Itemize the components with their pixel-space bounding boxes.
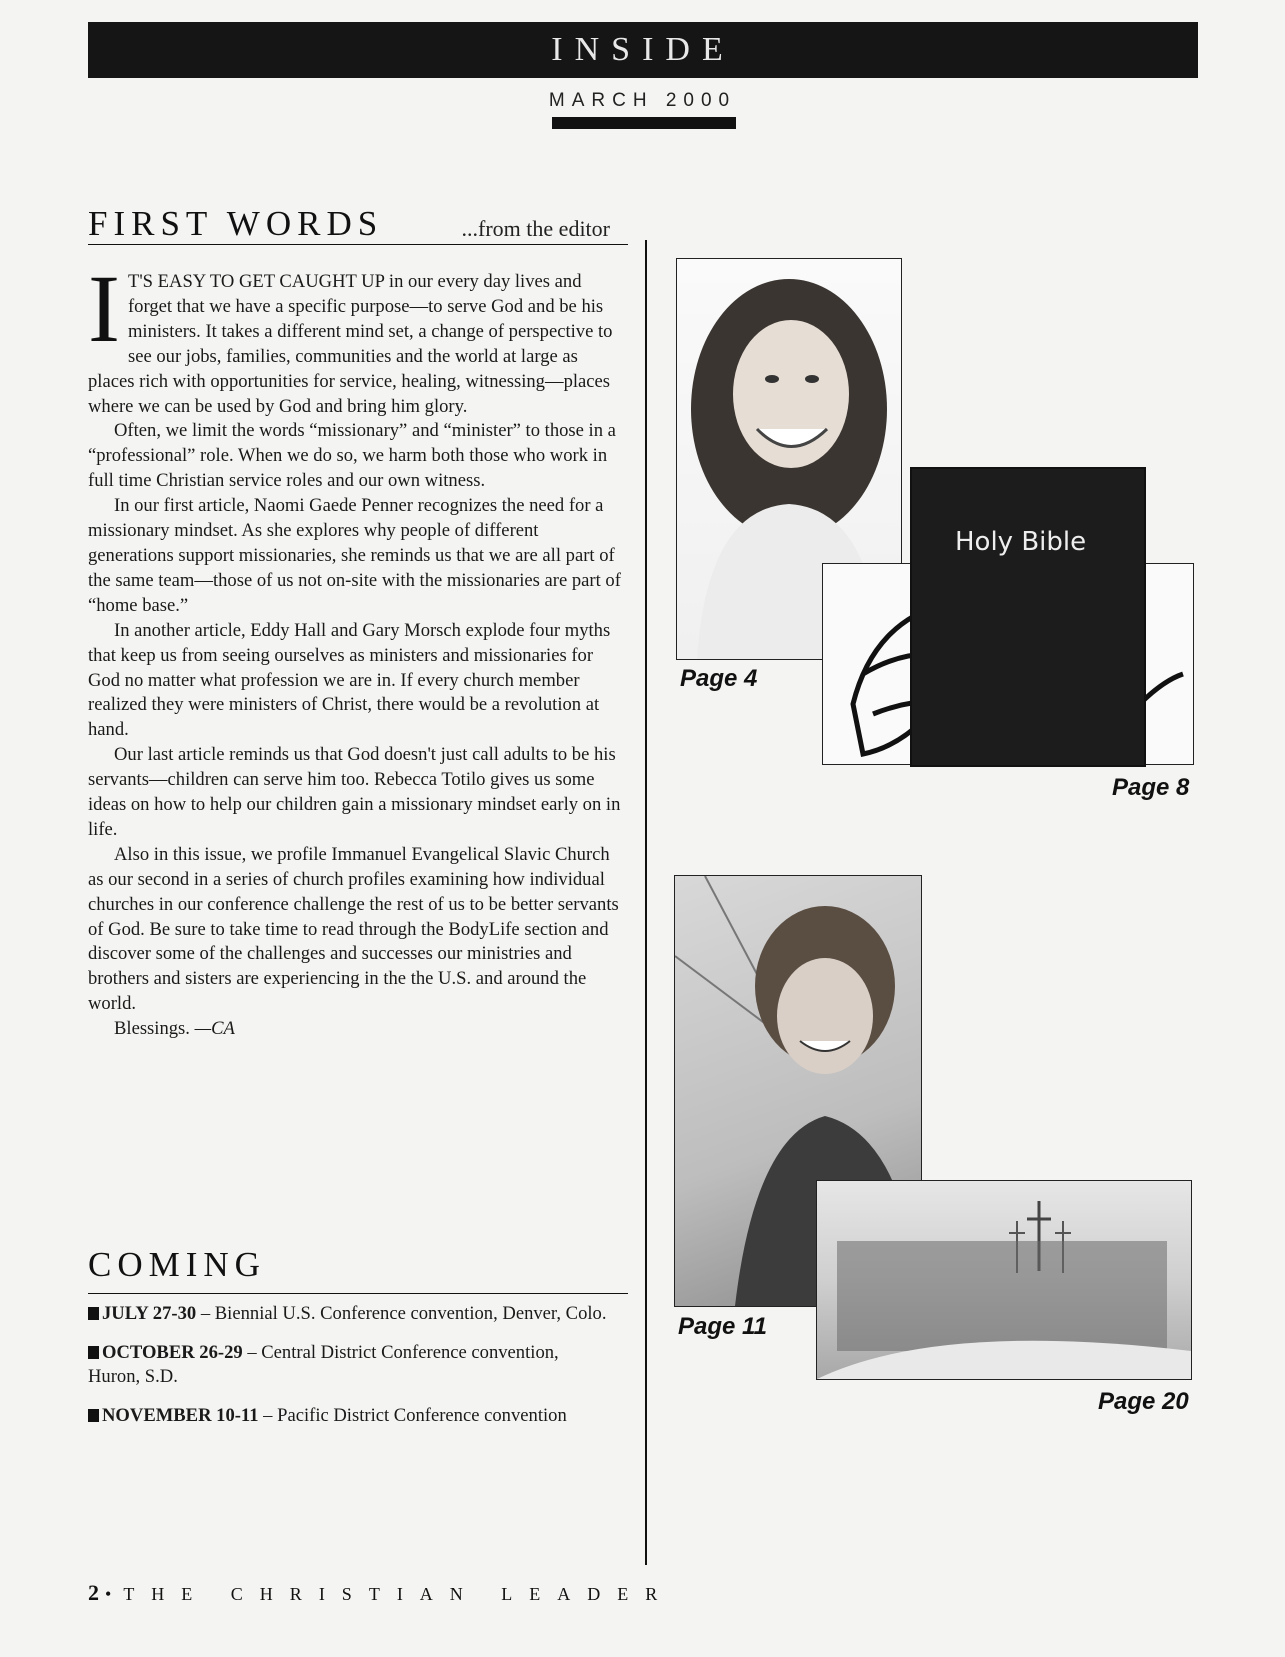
coming-heading (88, 1245, 628, 1294)
events-list (88, 1302, 608, 1442)
caption-page-4: Page 4 (680, 665, 758, 692)
signoff: Blessings. —CA (114, 1018, 235, 1040)
event-item: JULY 27-30 – Biennial U.S. Conference convention, Denver, Colo. (88, 1302, 608, 1327)
article-paragraph: Often, we limit the words “missionary” and “minister” to those in a “professional” role. When we do so, we harm both those who work in full time Christian service roles and our own witness. (88, 420, 616, 492)
article-paragraph: I T'S EASY TO GET CAUGHT UP in our every day lives and forget that we have a specific purpose—to serve God and be his ministers. It takes a different mind set, a change of perspective to see our jobs, families, communities and the world at large as places rich with opportunities for service, healing, witnessing—places where we can be used by God and bring him glory. (88, 255, 613, 417)
square-bullet-icon (88, 1307, 99, 1320)
photo-page-20 (816, 1180, 1192, 1380)
bible-book (910, 467, 1146, 767)
article-paragraph: Our last article reminds us that God doesn't just call adults to be his servants—children can serve him too. Rebecca Totilo gives us some ideas on how to help our children gain a missionary mindset early on in life. (88, 744, 621, 840)
first-words-heading (88, 198, 628, 245)
square-bullet-icon (88, 1346, 99, 1359)
page-footer (88, 1580, 674, 1606)
event-item: NOVEMBER 10-11 – Pacific District Conference convention (88, 1404, 608, 1429)
page-number: 2 (88, 1580, 99, 1605)
caption-page-11: Page 11 (678, 1313, 767, 1340)
caption-page-8: Page 8 (1112, 774, 1190, 801)
column-divider (645, 240, 647, 1565)
square-bullet-icon (88, 1409, 99, 1422)
publication-name: THE CHRISTIAN LEADER (123, 1584, 675, 1604)
crosses-sign-image (817, 1181, 1191, 1379)
section-subtitle: ...from the editor (461, 216, 610, 241)
bullet-dot: • (105, 1584, 112, 1604)
article-paragraph: In our first article, Naomi Gaede Penner recognizes the need for a missionary mindset. As she explores why people of different generations support missionaries, she reminds us that we are all part of the same team—those of us not on-site with the missionaries are part of “home base.” (88, 495, 621, 616)
issue-date: MARCH 2000 (548, 90, 737, 111)
drop-cap: I (88, 255, 120, 362)
section-banner: INSIDE (88, 22, 1198, 78)
editor-article (88, 255, 623, 1042)
coming-title: COMING (88, 1245, 266, 1284)
caption-page-20: Page 20 (1098, 1388, 1189, 1415)
section-title: FIRST WORDS (88, 204, 384, 243)
event-item: OCTOBER 26-29 – Central District Conference convention, Huron, S.D. (88, 1341, 559, 1387)
article-paragraph: In another article, Eddy Hall and Gary Morsch explode four myths that keep us from seeing ourselves as ministers and missionaries for God no matter what profession we are in. If every church member realized they were ministers of Christ, there would be a revolution at hand. (88, 619, 611, 741)
bible-title: Holy Bible (955, 527, 1087, 557)
article-paragraph: Also in this issue, we profile Immanuel Evangelical Slavic Church as our second in a series of church profiles examining how individual churches in our conference challenge the rest of us to be better servants of God. Be sure to take time to read through the BodyLife section and discover some of the challenges and successes our ministries and brothers and sisters are experiencing in the the U.S. and around the world. (88, 843, 619, 1015)
date-underline-bar (552, 117, 736, 129)
